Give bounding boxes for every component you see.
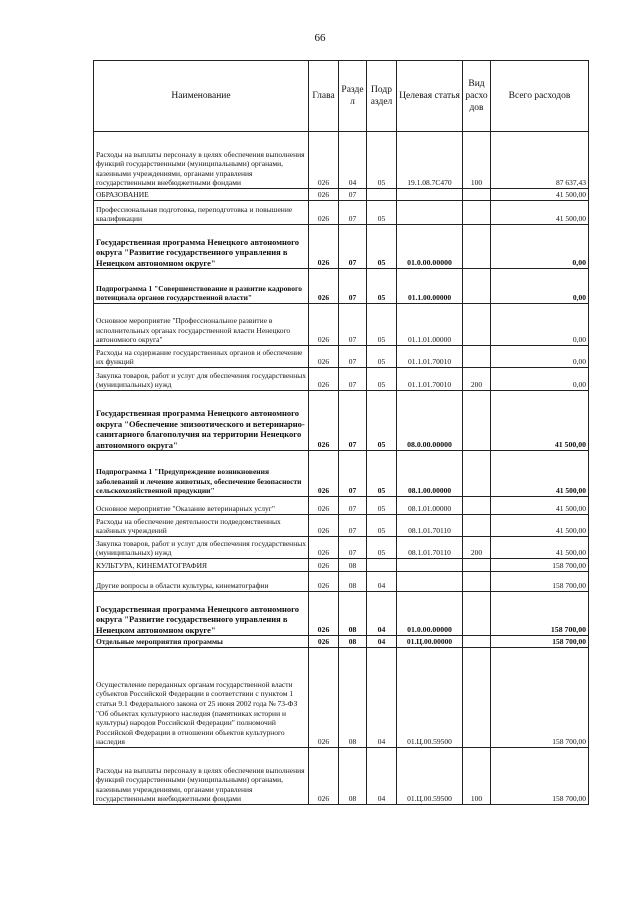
cell-podrazdel: 05 xyxy=(367,515,397,537)
cell-glava: 026 xyxy=(309,304,339,346)
cell-total: 158 700,00 xyxy=(491,748,589,805)
col-header-podrazdel: Подр аздел xyxy=(367,61,397,132)
cell-total: 41 500,00 xyxy=(491,201,589,225)
cell-razdel: 07 xyxy=(339,515,367,537)
cell-total: 41 500,00 xyxy=(491,189,589,201)
cell-total: 0,00 xyxy=(491,225,589,269)
cell-vid xyxy=(463,648,491,748)
cell-name: Закупка товаров, работ и услуг для обеспечения государственных (муниципальных) нужд xyxy=(94,537,309,559)
cell-target xyxy=(397,572,463,592)
cell-razdel: 07 xyxy=(339,368,367,391)
col-header-target: Целевая статья xyxy=(397,61,463,132)
cell-vid xyxy=(463,225,491,269)
table-row xyxy=(94,132,589,189)
table-row xyxy=(94,304,589,346)
cell-podrazdel: 05 xyxy=(367,391,397,451)
cell-name: Государственная программа Ненецкого автономного округа "Обеспечение эпизоотического и ветеринарно-санитарного благополучия на территории Ненецкого автономного округа" xyxy=(94,391,309,451)
cell-vid: 100 xyxy=(463,132,491,189)
cell-razdel: 07 xyxy=(339,537,367,559)
cell-podrazdel: 05 xyxy=(367,497,397,515)
table-row xyxy=(94,269,589,304)
cell-razdel: 08 xyxy=(339,559,367,572)
cell-vid xyxy=(463,451,491,497)
table-row xyxy=(94,451,589,497)
cell-vid: 200 xyxy=(463,537,491,559)
cell-razdel: 07 xyxy=(339,451,367,497)
cell-target: 01.Ц.00.00000 xyxy=(397,636,463,648)
cell-glava: 026 xyxy=(309,391,339,451)
table-row xyxy=(94,346,589,368)
cell-vid xyxy=(463,559,491,572)
cell-total: 0,00 xyxy=(491,269,589,304)
cell-glava: 026 xyxy=(309,572,339,592)
cell-name: Профессиональная подготовка, переподготовка и повышение квалификации xyxy=(94,201,309,225)
cell-vid xyxy=(463,346,491,368)
cell-glava: 026 xyxy=(309,636,339,648)
cell-name: Основное мероприятие "Оказание ветеринарных услуг" xyxy=(94,497,309,515)
cell-razdel: 07 xyxy=(339,225,367,269)
cell-razdel: 08 xyxy=(339,748,367,805)
cell-podrazdel: 04 xyxy=(367,636,397,648)
cell-vid: 100 xyxy=(463,748,491,805)
cell-total: 0,00 xyxy=(491,368,589,391)
table-row xyxy=(94,748,589,805)
table-row xyxy=(94,368,589,391)
col-header-glava: Глава xyxy=(309,61,339,132)
cell-glava: 026 xyxy=(309,515,339,537)
cell-glava: 026 xyxy=(309,592,339,636)
cell-name: Осуществление переданных органам государственной власти субъектов Российской Федерации в соответствии с пунктом 1 статьи 9.1 Федерального закона от 25 июня 2002 года № 73-ФЗ "Об объектах культурного наследия (памятниках истории и культуры) народов Российской Федерации" полномочий Российской Федерации в отношении объектов культурного наследия xyxy=(94,648,309,748)
cell-target: 01.1.00.00000 xyxy=(397,269,463,304)
cell-glava: 026 xyxy=(309,368,339,391)
cell-podrazdel: 04 xyxy=(367,592,397,636)
col-header-vid: Вид расхо дов xyxy=(463,61,491,132)
budget-table xyxy=(93,60,589,805)
table-row xyxy=(94,497,589,515)
cell-name: Другие вопросы в области культуры, кинематографии xyxy=(94,572,309,592)
cell-total: 158 700,00 xyxy=(491,592,589,636)
cell-total: 158 700,00 xyxy=(491,648,589,748)
cell-vid xyxy=(463,269,491,304)
cell-glava: 026 xyxy=(309,132,339,189)
cell-target: 19.1.08.7С470 xyxy=(397,132,463,189)
cell-total: 41 500,00 xyxy=(491,497,589,515)
page-number: 66 xyxy=(314,32,326,44)
cell-total: 41 500,00 xyxy=(491,515,589,537)
cell-vid xyxy=(463,497,491,515)
cell-target: 08.1.01.70110 xyxy=(397,537,463,559)
cell-razdel: 08 xyxy=(339,648,367,748)
cell-podrazdel: 05 xyxy=(367,451,397,497)
cell-name: Расходы на выплаты персоналу в целях обеспечения выполнения функций государственными (муниципальными) органами, казенными учреждениями, органами управления государственными внебюджетными фондами xyxy=(94,132,309,189)
table-row xyxy=(94,189,589,201)
cell-vid xyxy=(463,572,491,592)
cell-name: Основное мероприятие "Профессиональное развитие в исполнительных органах государственной власти Ненецкого автономного округа" xyxy=(94,304,309,346)
cell-target: 01.0.00.00000 xyxy=(397,592,463,636)
col-header-name: Наименование xyxy=(94,61,309,132)
cell-podrazdel: 05 xyxy=(367,368,397,391)
cell-razdel: 07 xyxy=(339,497,367,515)
cell-razdel: 07 xyxy=(339,201,367,225)
cell-target: 08.1.01.70110 xyxy=(397,515,463,537)
cell-razdel: 07 xyxy=(339,391,367,451)
cell-vid xyxy=(463,391,491,451)
cell-target: 08.1.00.00000 xyxy=(397,451,463,497)
cell-glava: 026 xyxy=(309,346,339,368)
table-row xyxy=(94,201,589,225)
cell-glava: 026 xyxy=(309,269,339,304)
cell-glava: 026 xyxy=(309,189,339,201)
cell-glava: 026 xyxy=(309,537,339,559)
cell-target xyxy=(397,189,463,201)
cell-vid: 200 xyxy=(463,368,491,391)
cell-glava: 026 xyxy=(309,497,339,515)
cell-glava: 026 xyxy=(309,201,339,225)
table-row xyxy=(94,592,589,636)
cell-name: Подпрограмма 1 "Предупреждение возникновения заболеваний и лечение животных, обеспечение безопасности сельскохозяйственной продукции" xyxy=(94,451,309,497)
cell-razdel: 07 xyxy=(339,189,367,201)
cell-razdel: 08 xyxy=(339,572,367,592)
table-row xyxy=(94,559,589,572)
cell-total: 158 700,00 xyxy=(491,559,589,572)
table-row xyxy=(94,225,589,269)
cell-name: Государственная программа Ненецкого автономного округа "Развитие государственного управления в Ненецком автономном округе" xyxy=(94,225,309,269)
cell-razdel: 07 xyxy=(339,346,367,368)
cell-razdel: 07 xyxy=(339,304,367,346)
cell-podrazdel: 05 xyxy=(367,132,397,189)
cell-podrazdel xyxy=(367,559,397,572)
cell-name: Расходы на обеспечение деятельности подведомственных казённых учреждений xyxy=(94,515,309,537)
cell-target: 01.Ц.00.59500 xyxy=(397,748,463,805)
cell-podrazdel: 05 xyxy=(367,269,397,304)
col-header-total: Всего расходов xyxy=(491,61,589,132)
cell-razdel: 04 xyxy=(339,132,367,189)
cell-name: Подпрограмма 1 "Совершенствование и развитие кадрового потенциала органов государственной власти" xyxy=(94,269,309,304)
cell-name: Расходы на содержание государственных органов и обеспечение их функций xyxy=(94,346,309,368)
cell-total: 0,00 xyxy=(491,304,589,346)
cell-target: 08.0.00.00000 xyxy=(397,391,463,451)
cell-name: Расходы на выплаты персоналу в целях обеспечения выполнения функций государственными (муниципальными) органами, казенными учреждениями, органами управления государственными внебюджетными фондами xyxy=(94,748,309,805)
cell-podrazdel xyxy=(367,189,397,201)
cell-vid xyxy=(463,304,491,346)
cell-glava: 026 xyxy=(309,748,339,805)
cell-podrazdel: 04 xyxy=(367,648,397,748)
cell-target xyxy=(397,201,463,225)
cell-vid xyxy=(463,201,491,225)
cell-total: 158 700,00 xyxy=(491,572,589,592)
cell-glava: 026 xyxy=(309,451,339,497)
cell-glava: 026 xyxy=(309,225,339,269)
cell-podrazdel: 05 xyxy=(367,537,397,559)
cell-vid xyxy=(463,189,491,201)
table-row xyxy=(94,636,589,648)
cell-podrazdel: 05 xyxy=(367,201,397,225)
cell-razdel: 08 xyxy=(339,636,367,648)
table-row xyxy=(94,515,589,537)
cell-total: 41 500,00 xyxy=(491,391,589,451)
cell-target: 08.1.01.00000 xyxy=(397,497,463,515)
cell-total: 41 500,00 xyxy=(491,537,589,559)
cell-total: 0,00 xyxy=(491,346,589,368)
cell-glava: 026 xyxy=(309,648,339,748)
cell-target: 01.1.01.70010 xyxy=(397,346,463,368)
cell-podrazdel: 05 xyxy=(367,346,397,368)
cell-podrazdel: 04 xyxy=(367,572,397,592)
cell-vid xyxy=(463,515,491,537)
cell-total: 41 500,00 xyxy=(491,451,589,497)
cell-name: Закупка товаров, работ и услуг для обеспечения государственных (муниципальных) нужд xyxy=(94,368,309,391)
cell-name: Государственная программа Ненецкого автономного округа "Развитие государственного управления в Ненецком автономном округе" xyxy=(94,592,309,636)
cell-podrazdel: 04 xyxy=(367,748,397,805)
cell-razdel: 07 xyxy=(339,269,367,304)
cell-target: 01.1.01.00000 xyxy=(397,304,463,346)
table-row xyxy=(94,391,589,451)
cell-podrazdel: 05 xyxy=(367,304,397,346)
table-row xyxy=(94,537,589,559)
cell-name: КУЛЬТУРА, КИНЕМАТОГРАФИЯ xyxy=(94,559,309,572)
cell-name: ОБРАЗОВАНИЕ xyxy=(94,189,309,201)
cell-podrazdel: 05 xyxy=(367,225,397,269)
cell-vid xyxy=(463,636,491,648)
cell-glava: 026 xyxy=(309,559,339,572)
cell-total: 87 637,43 xyxy=(491,132,589,189)
cell-target: 01.1.01.70010 xyxy=(397,368,463,391)
cell-total: 158 700,00 xyxy=(491,636,589,648)
cell-name: Отдельные мероприятия программы xyxy=(94,636,309,648)
cell-vid xyxy=(463,592,491,636)
cell-target: 01.0.00.00000 xyxy=(397,225,463,269)
table-row xyxy=(94,572,589,592)
cell-razdel: 08 xyxy=(339,592,367,636)
table-row xyxy=(94,648,589,748)
cell-target: 01.Ц.00.59500 xyxy=(397,648,463,748)
table-header-row xyxy=(94,61,589,132)
col-header-razdel: Разде л xyxy=(339,61,367,132)
cell-target xyxy=(397,559,463,572)
